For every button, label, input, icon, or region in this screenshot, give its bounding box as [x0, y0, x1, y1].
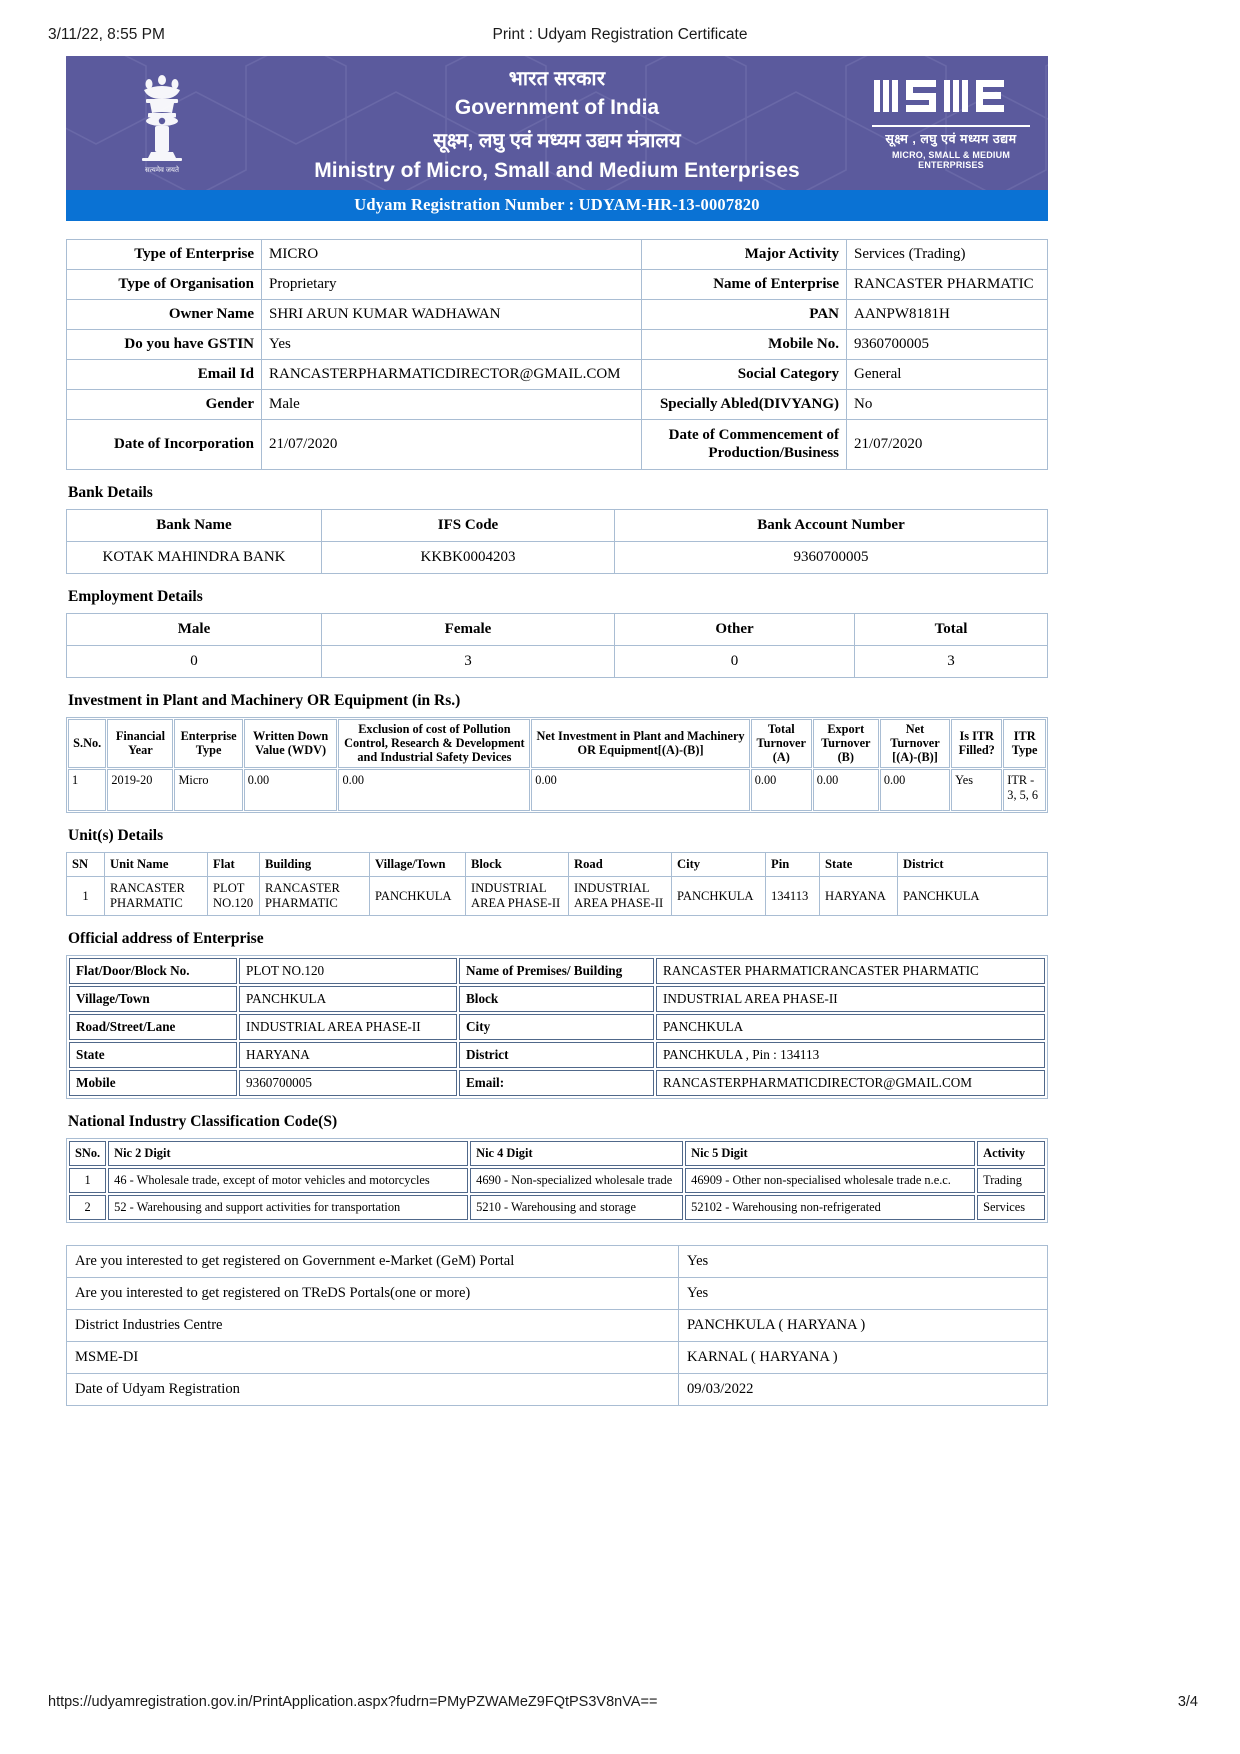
cell-total-turnover: 0.00 — [751, 769, 812, 811]
cell-nic-5-digit: 52102 - Warehousing non-refrigerated — [685, 1195, 975, 1220]
investment-table — [66, 717, 1048, 813]
cell-road: INDUSTRIAL AREA PHASE-II — [569, 877, 672, 916]
banner-line-hindi-1: भारत सरकार — [508, 68, 606, 90]
value-addr-email: RANCASTERPHARMATICDIRECTOR@GMAIL.COM — [656, 1070, 1045, 1096]
table-row — [67, 420, 1048, 470]
value-addr-city: PANCHKULA — [656, 1014, 1045, 1040]
value-gstin: Yes — [262, 330, 642, 360]
header-nic-activity: Activity — [977, 1141, 1045, 1166]
cell-nic-activity: Services — [977, 1195, 1045, 1220]
cell-nic-sno: 2 — [69, 1195, 106, 1220]
certificate-page — [66, 56, 1048, 1406]
value-addr-mobile: 9360700005 — [239, 1070, 457, 1096]
header-bank-name: Bank Name — [67, 510, 322, 542]
table-row — [69, 1195, 1045, 1220]
table-row — [67, 877, 1048, 916]
label-msme-di: MSME-DI — [67, 1342, 679, 1374]
urn-value: UDYAM-HR-13-0007820 — [578, 195, 760, 214]
msme-logo-hindi: सूक्ष्म , लघु एवं मध्यम उद्यम — [885, 131, 1017, 146]
cell-enterprise-type: Micro — [174, 769, 242, 811]
cell-nic-sno: 1 — [69, 1168, 106, 1193]
header-net-turnover: Net Turnover [(A)-(B)] — [880, 719, 950, 768]
footer-page-number: 3/4 — [1177, 1694, 1198, 1710]
label-gstin: Do you have GSTIN — [67, 330, 262, 360]
header-nic-sno: SNo. — [69, 1141, 106, 1166]
header-enterprise-type: Enterprise Type — [174, 719, 242, 768]
label-pan: PAN — [642, 300, 847, 330]
value-addr-district: PANCHKULA , Pin : 134113 — [656, 1042, 1045, 1068]
table-row — [69, 1168, 1045, 1193]
header-district: District — [898, 853, 1048, 877]
header-other: Other — [615, 614, 855, 646]
investment-title: Investment in Plant and Machinery OR Equipment (in Rs.) — [68, 692, 461, 709]
value-district-industries-centre: PANCHKULA ( HARYANA ) — [679, 1310, 1048, 1342]
cell-block: INDUSTRIAL AREA PHASE-II — [466, 877, 569, 916]
employment-details-table — [66, 613, 1048, 678]
logo-divider — [872, 125, 1030, 127]
label-gender: Gender — [67, 390, 262, 420]
header-pin: Pin — [766, 853, 820, 877]
label-addr-district: District — [459, 1042, 654, 1068]
value-addr-state: HARYANA — [239, 1042, 457, 1068]
label-major-activity: Major Activity — [642, 240, 847, 270]
header-flat: Flat — [208, 853, 260, 877]
cell-male: 0 — [67, 646, 322, 678]
cell-nic-2-digit: 52 - Warehousing and support activities for transportation — [108, 1195, 468, 1220]
cell-financial-year: 2019-20 — [107, 769, 173, 811]
label-flat-door-block: Flat/Door/Block No. — [69, 958, 237, 984]
header-is-itr-filled: Is ITR Filled? — [951, 719, 1002, 768]
table-row — [67, 360, 1048, 390]
cell-nic-activity: Trading — [977, 1168, 1045, 1193]
header-itr-type: ITR Type — [1003, 719, 1046, 768]
header-financial-year: Financial Year — [107, 719, 173, 768]
units-details-title: Unit(s) Details — [68, 827, 164, 845]
header-ifs-code: IFS Code — [322, 510, 615, 542]
cell-exclusion-cost: 0.00 — [338, 769, 530, 811]
cell-bank-account-number: 9360700005 — [615, 542, 1048, 574]
banner-line-english-2: Ministry of Micro, Small and Medium Enterprises — [314, 159, 800, 182]
table-row — [67, 542, 1048, 574]
label-name-of-premises: Name of Premises/ Building — [459, 958, 654, 984]
label-specially-abled: Specially Abled(DIVYANG) — [642, 390, 847, 420]
value-date-of-commencement: 21/07/2020 — [847, 420, 1048, 470]
value-type-of-organisation: Proprietary — [262, 270, 642, 300]
value-type-of-enterprise: MICRO — [262, 240, 642, 270]
cell-pin: 134113 — [766, 877, 820, 916]
print-timestamp: 3/11/22, 8:55 PM — [48, 26, 165, 43]
label-type-of-enterprise: Type of Enterprise — [67, 240, 262, 270]
cell-sno: 1 — [68, 769, 106, 811]
label-addr-mobile: Mobile — [69, 1070, 237, 1096]
table-row — [69, 1042, 1045, 1068]
label-email-id: Email Id — [67, 360, 262, 390]
official-address-title: Official address of Enterprise — [68, 930, 264, 948]
cell-village-town: PANCHKULA — [370, 877, 466, 916]
label-treds-portal: Are you interested to get registered on TReDS Portals(one or more) — [67, 1278, 679, 1310]
print-footer — [48, 1694, 1198, 1710]
cell-net-turnover: 0.00 — [880, 769, 950, 811]
enterprise-details-table — [66, 239, 1048, 470]
cell-bank-name: KOTAK MAHINDRA BANK — [67, 542, 322, 574]
value-mobile-no: 9360700005 — [847, 330, 1048, 360]
label-name-of-enterprise: Name of Enterprise — [642, 270, 847, 300]
value-addr-block: INDUSTRIAL AREA PHASE-II — [656, 986, 1045, 1012]
table-row — [69, 986, 1045, 1012]
cell-flat: PLOT NO.120 — [208, 877, 260, 916]
cell-wdv: 0.00 — [244, 769, 338, 811]
table-row — [67, 646, 1048, 678]
label-addr-city: City — [459, 1014, 654, 1040]
header-net-investment: Net Investment in Plant and Machinery OR Equipment[(A)-(B)] — [531, 719, 749, 768]
header-building: Building — [260, 853, 370, 877]
header-total-turnover: Total Turnover (A) — [751, 719, 812, 768]
table-row — [67, 1342, 1048, 1374]
table-row — [67, 1278, 1048, 1310]
nic-codes-table — [66, 1138, 1048, 1223]
header-block: Block — [466, 853, 569, 877]
table-header-row — [69, 1141, 1045, 1166]
header-nic-2-digit: Nic 2 Digit — [108, 1141, 468, 1166]
header-export-turnover: Export Turnover (B) — [813, 719, 879, 768]
header-female: Female — [322, 614, 615, 646]
value-social-category: General — [847, 360, 1048, 390]
urn-label: Udyam Registration Number : — [354, 195, 575, 214]
label-owner-name: Owner Name — [67, 300, 262, 330]
value-date-of-incorporation: 21/07/2020 — [262, 420, 642, 470]
official-address-table — [66, 955, 1048, 1099]
value-gender: Male — [262, 390, 642, 420]
cell-female: 3 — [322, 646, 615, 678]
table-row — [67, 1374, 1048, 1406]
header-sn: SN — [67, 853, 105, 877]
cell-sn: 1 — [67, 877, 105, 916]
cell-other: 0 — [615, 646, 855, 678]
header-state: State — [820, 853, 898, 877]
table-row — [67, 390, 1048, 420]
label-social-category: Social Category — [642, 360, 847, 390]
value-pan: AANPW8181H — [847, 300, 1048, 330]
table-row — [67, 1246, 1048, 1278]
cell-export-turnover: 0.00 — [813, 769, 879, 811]
msme-logo — [868, 74, 1034, 170]
header-city: City — [672, 853, 766, 877]
registration-preferences-table — [66, 1245, 1048, 1406]
cell-nic-5-digit: 46909 - Other non-specialised wholesale trade n.e.c. — [685, 1168, 975, 1193]
cell-itr-type: ITR - 3, 5, 6 — [1003, 769, 1046, 811]
label-date-of-udyam-registration: Date of Udyam Registration — [67, 1374, 679, 1406]
value-msme-di: KARNAL ( HARYANA ) — [679, 1342, 1048, 1374]
cell-nic-4-digit: 5210 - Warehousing and storage — [470, 1195, 683, 1220]
cell-state: HARYANA — [820, 877, 898, 916]
msme-wordmark-icon — [868, 74, 1034, 118]
label-addr-block: Block — [459, 986, 654, 1012]
header-exclusion-cost: Exclusion of cost of Pollution Control, Research & Development and Industrial Safety Devices — [338, 719, 530, 768]
banner-line-hindi-2: सूक्ष्म, लघु एवं मध्यम उद्यम मंत्रालय — [433, 130, 681, 152]
value-name-of-enterprise: RANCASTER PHARMATIC — [847, 270, 1048, 300]
header-nic-5-digit: Nic 5 Digit — [685, 1141, 975, 1166]
header-road: Road — [569, 853, 672, 877]
label-mobile-no: Mobile No. — [642, 330, 847, 360]
cell-is-itr-filled: Yes — [951, 769, 1002, 811]
label-addr-village-town: Village/Town — [69, 986, 237, 1012]
nic-codes-title: National Industry Classification Code(S) — [68, 1113, 338, 1131]
employment-details-title: Employment Details — [68, 588, 203, 605]
value-email-id: RANCASTERPHARMATICDIRECTOR@GMAIL.COM — [262, 360, 642, 390]
table-row — [67, 1310, 1048, 1342]
table-header-row — [67, 510, 1048, 542]
cell-unit-name: RANCASTER PHARMATIC — [105, 877, 208, 916]
label-addr-email: Email: — [459, 1070, 654, 1096]
label-addr-state: State — [69, 1042, 237, 1068]
value-owner-name: SHRI ARUN KUMAR WADHAWAN — [262, 300, 642, 330]
cell-city: PANCHKULA — [672, 877, 766, 916]
table-row — [67, 240, 1048, 270]
footer-url: https://udyamregistration.gov.in/PrintApplication.aspx?fudrn=PMyPZWAMeZ9FQtPS3V8nVA== — [48, 1694, 658, 1710]
bank-details-table — [66, 509, 1048, 574]
table-row — [67, 270, 1048, 300]
value-flat-door-block: PLOT NO.120 — [239, 958, 457, 984]
label-road-street-lane: Road/Street/Lane — [69, 1014, 237, 1040]
header-village-town: Village/Town — [370, 853, 466, 877]
header-sno: S.No. — [68, 719, 106, 768]
table-row — [67, 300, 1048, 330]
value-treds-portal: Yes — [679, 1278, 1048, 1310]
table-header-row — [67, 614, 1048, 646]
table-row — [69, 1070, 1045, 1096]
header-bank-account-number: Bank Account Number — [615, 510, 1048, 542]
print-doc-title: Print : Udyam Registration Certificate — [492, 26, 748, 43]
label-gem-portal: Are you interested to get registered on Government e-Market (GeM) Portal — [67, 1246, 679, 1278]
cell-nic-2-digit: 46 - Wholesale trade, except of motor vehicles and motorcycles — [108, 1168, 468, 1193]
cell-total: 3 — [855, 646, 1048, 678]
table-header-row — [67, 853, 1048, 877]
label-type-of-organisation: Type of Organisation — [67, 270, 262, 300]
msme-logo-english: MICRO, SMALL & MEDIUM ENTERPRISES — [891, 149, 1011, 170]
cell-net-investment: 0.00 — [531, 769, 749, 811]
header-nic-4-digit: Nic 4 Digit — [470, 1141, 683, 1166]
value-specially-abled: No — [847, 390, 1048, 420]
table-row — [68, 769, 1046, 811]
label-date-of-incorporation: Date of Incorporation — [67, 420, 262, 470]
label-date-of-commencement: Date of Commencement of Production/Business — [642, 420, 847, 470]
cell-building: RANCASTER PHARMATIC — [260, 877, 370, 916]
header-unit-name: Unit Name — [105, 853, 208, 877]
table-row — [69, 1014, 1045, 1040]
table-header-row — [68, 719, 1046, 768]
svg-text:सत्यमेव जयते: सत्यमेव जयते — [145, 166, 179, 174]
value-major-activity: Services (Trading) — [847, 240, 1048, 270]
units-details-table — [66, 852, 1048, 916]
header-total: Total — [855, 614, 1048, 646]
value-gem-portal: Yes — [679, 1246, 1048, 1278]
value-date-of-udyam-registration: 09/03/2022 — [679, 1374, 1048, 1406]
cell-ifs-code: KKBK0004203 — [322, 542, 615, 574]
value-road-street-lane: INDUSTRIAL AREA PHASE-II — [239, 1014, 457, 1040]
table-row — [69, 958, 1045, 984]
cell-district: PANCHKULA — [898, 877, 1048, 916]
header-wdv: Written Down Value (WDV) — [244, 719, 338, 768]
bank-details-title: Bank Details — [68, 484, 153, 501]
cell-nic-4-digit: 4690 - Non-specialized wholesale trade — [470, 1168, 683, 1193]
udyam-registration-number-bar — [66, 190, 1048, 221]
banner-line-english-1: Government of India — [454, 96, 660, 119]
government-banner — [66, 56, 1048, 190]
table-row — [67, 330, 1048, 360]
label-district-industries-centre: District Industries Centre — [67, 1310, 679, 1342]
value-name-of-premises: RANCASTER PHARMATICRANCASTER PHARMATIC — [656, 958, 1045, 984]
value-addr-village-town: PANCHKULA — [239, 986, 457, 1012]
header-male: Male — [67, 614, 322, 646]
